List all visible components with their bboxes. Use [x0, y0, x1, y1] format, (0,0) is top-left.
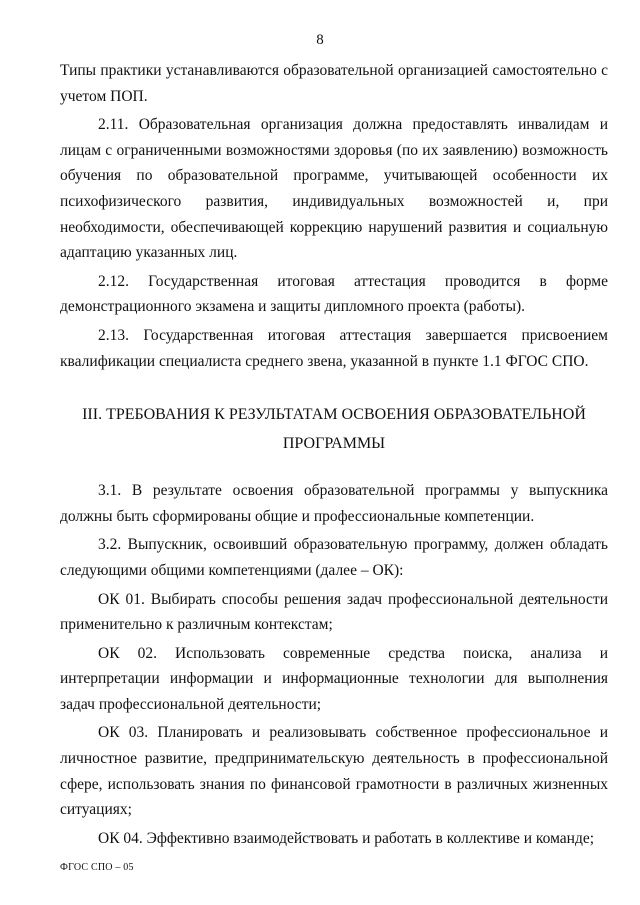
competency-ok-03: ОК 03. Планировать и реализовывать собственное профессиональное и личностное развитие, предпринимательскую деятельность в профессиональной сфере, использовать знания по финансовой грамотности в различных жизненных ситуациях;	[60, 724, 608, 819]
paragraph-3-2: 3.2. Выпускник, освоивший образовательную программу, должен обладать следующими общими компетенциями (далее – ОК):	[60, 536, 608, 579]
paragraph-2-12: 2.12. Государственная итоговая аттестация проводится в форме демонстрационного экзамена и защиты дипломного проекта (работы).	[60, 272, 608, 316]
competency-ok-02: ОК 02. Использовать современные средства поиска, анализа и интерпретации информации и информационные технологии для выполнения задач профессиональной деятельности;	[60, 644, 608, 713]
page-number: 8	[316, 32, 324, 48]
paragraph-2-11: 2.11. Образовательная организация должна предоставлять инвалидам и лицам с ограниченными возможностями здоровья (по их заявлению) возможность обучения по образовательной программе, учитывающей особенности их психофизического развития, индивидуальных возможностей и, при необходимости, обеспечивающей коррекцию нарушений развития и социальную адаптацию указанных лиц.	[60, 116, 608, 262]
competency-ok-01: ОК 01. Выбирать способы решения задач профессиональной деятельности применительно к различным контекстам;	[60, 590, 608, 634]
paragraph-2-13: 2.13. Государственная итоговая аттестация завершается присвоением квалификации специалиста среднего звена, указанной в пункте 1.1 ФГОС СПО.	[60, 326, 608, 370]
page-content	[60, 58, 608, 851]
competency-ok-04: ОК 04. Эффективно взаимодействовать и работать в коллективе и команде;	[98, 829, 595, 847]
section-heading: III. ТРЕБОВАНИЯ К РЕЗУЛЬТАТАМ ОСВОЕНИЯ ОБРАЗОВАТЕЛЬНОЙ ПРОГРАММЫ	[82, 406, 586, 453]
footer-label: ФГОС СПО – 05	[60, 862, 134, 873]
paragraph-practice-types: Типы практики устанавливаются образовательной организацией самостоятельно с учетом ПОП.	[60, 62, 608, 105]
paragraph-3-1: 3.1. В результате освоения образовательной программы у выпускника должны быть сформированы общие и профессиональные компетенции.	[60, 482, 608, 525]
